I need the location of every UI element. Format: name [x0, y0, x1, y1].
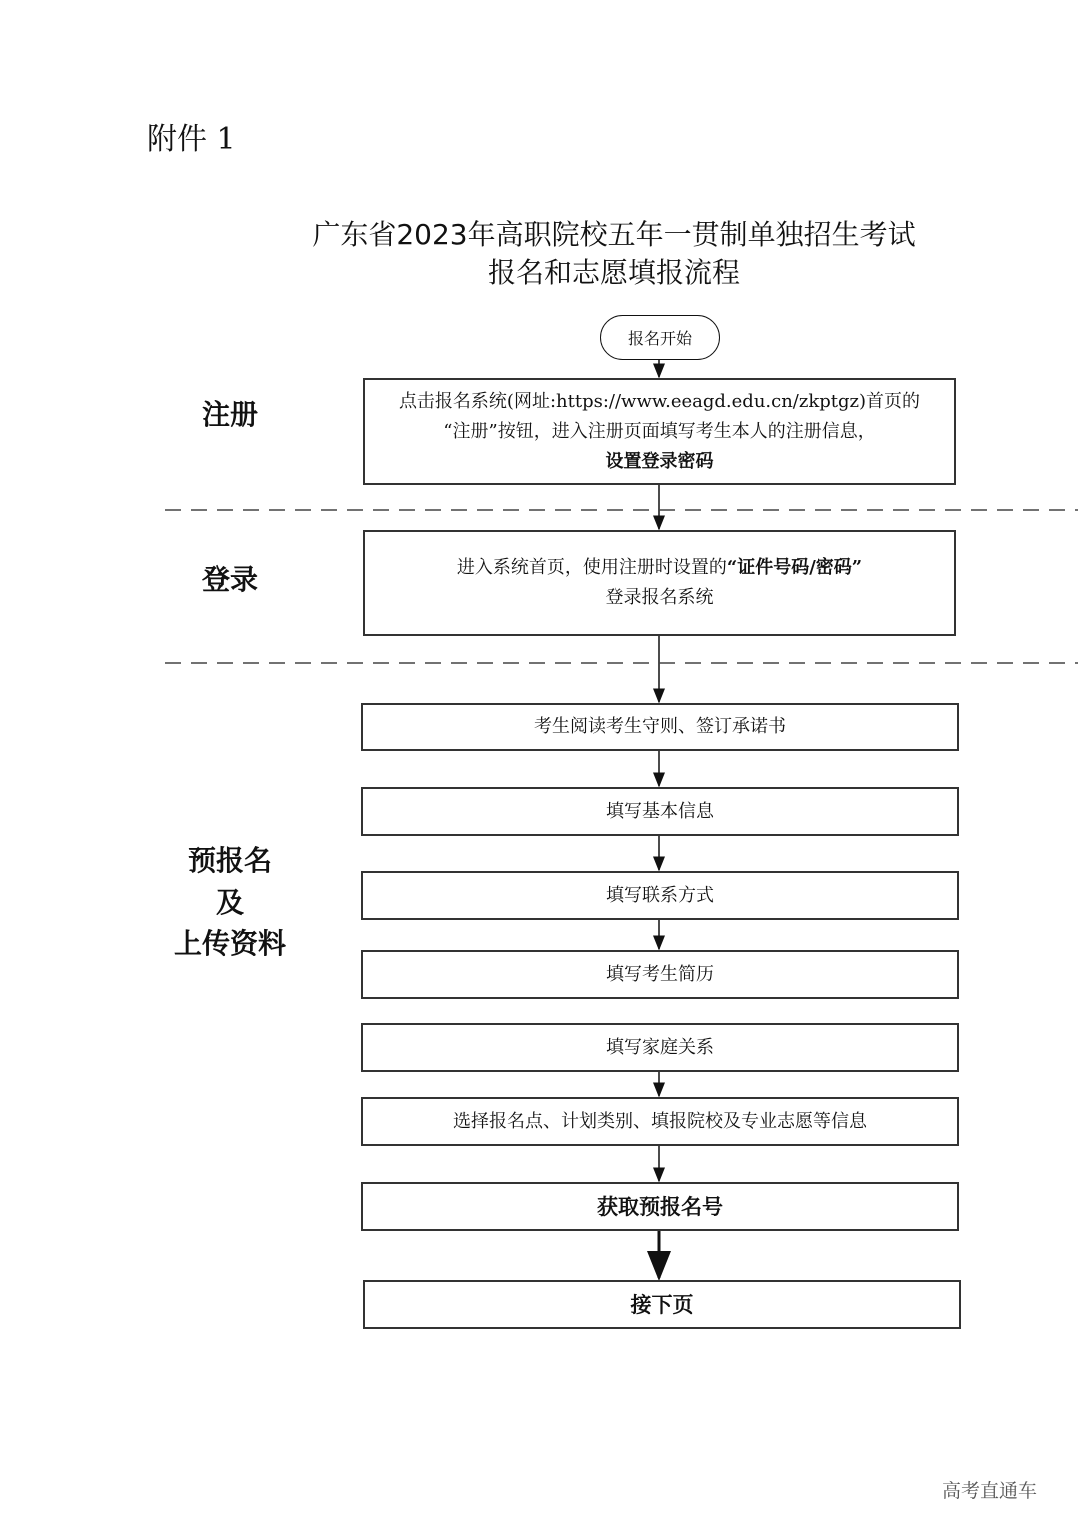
step-basic-info: 填写基本信息 — [361, 787, 959, 836]
section-label-upload: 上传资料 — [173, 927, 286, 960]
step-read-rules: 考生阅读考生守则、签订承诺书 — [361, 703, 959, 751]
page-title-line1: 广东省2023年高职院校五年一贯制单独招生考试 — [312, 218, 916, 251]
step-text: 登录报名系统 — [605, 587, 714, 608]
section-label-prereg: 预报名 — [187, 844, 272, 877]
page-title-line2: 报名和志愿填报流程 — [487, 256, 740, 289]
attachment-label: 附件 1 — [147, 122, 236, 157]
step-text: 进入系统首页，使用注册时设置的 — [456, 557, 727, 578]
step-text: “注册”按钮，进入注册页面填写考生本人的注册信息， — [443, 420, 876, 442]
step-login — [363, 530, 956, 636]
step-next-page: 接下页 — [363, 1280, 961, 1329]
step-register — [363, 378, 956, 485]
step-text: “证件号码/密码” — [726, 557, 863, 578]
step-choose: 选择报名点、计划类别、填报院校及专业志愿等信息 — [361, 1097, 959, 1146]
step-family: 填写家庭关系 — [361, 1023, 959, 1072]
section-label-register: 注册 — [201, 398, 258, 431]
step-get-number: 获取预报名号 — [361, 1182, 959, 1231]
start-terminal: 报名开始 — [600, 315, 720, 360]
step-resume: 填写考生简历 — [361, 950, 959, 999]
step-contact: 填写联系方式 — [361, 871, 959, 920]
watermark: 高考直通车 — [942, 1480, 1038, 1502]
step-text: 设置登录密码 — [605, 450, 714, 472]
step-text: 点击报名系统(网址:https://www.eeagd.edu.cn/zkptgz)首页的 — [398, 390, 921, 412]
section-label-and: 及 — [215, 886, 244, 919]
section-label-login: 登录 — [201, 563, 258, 596]
